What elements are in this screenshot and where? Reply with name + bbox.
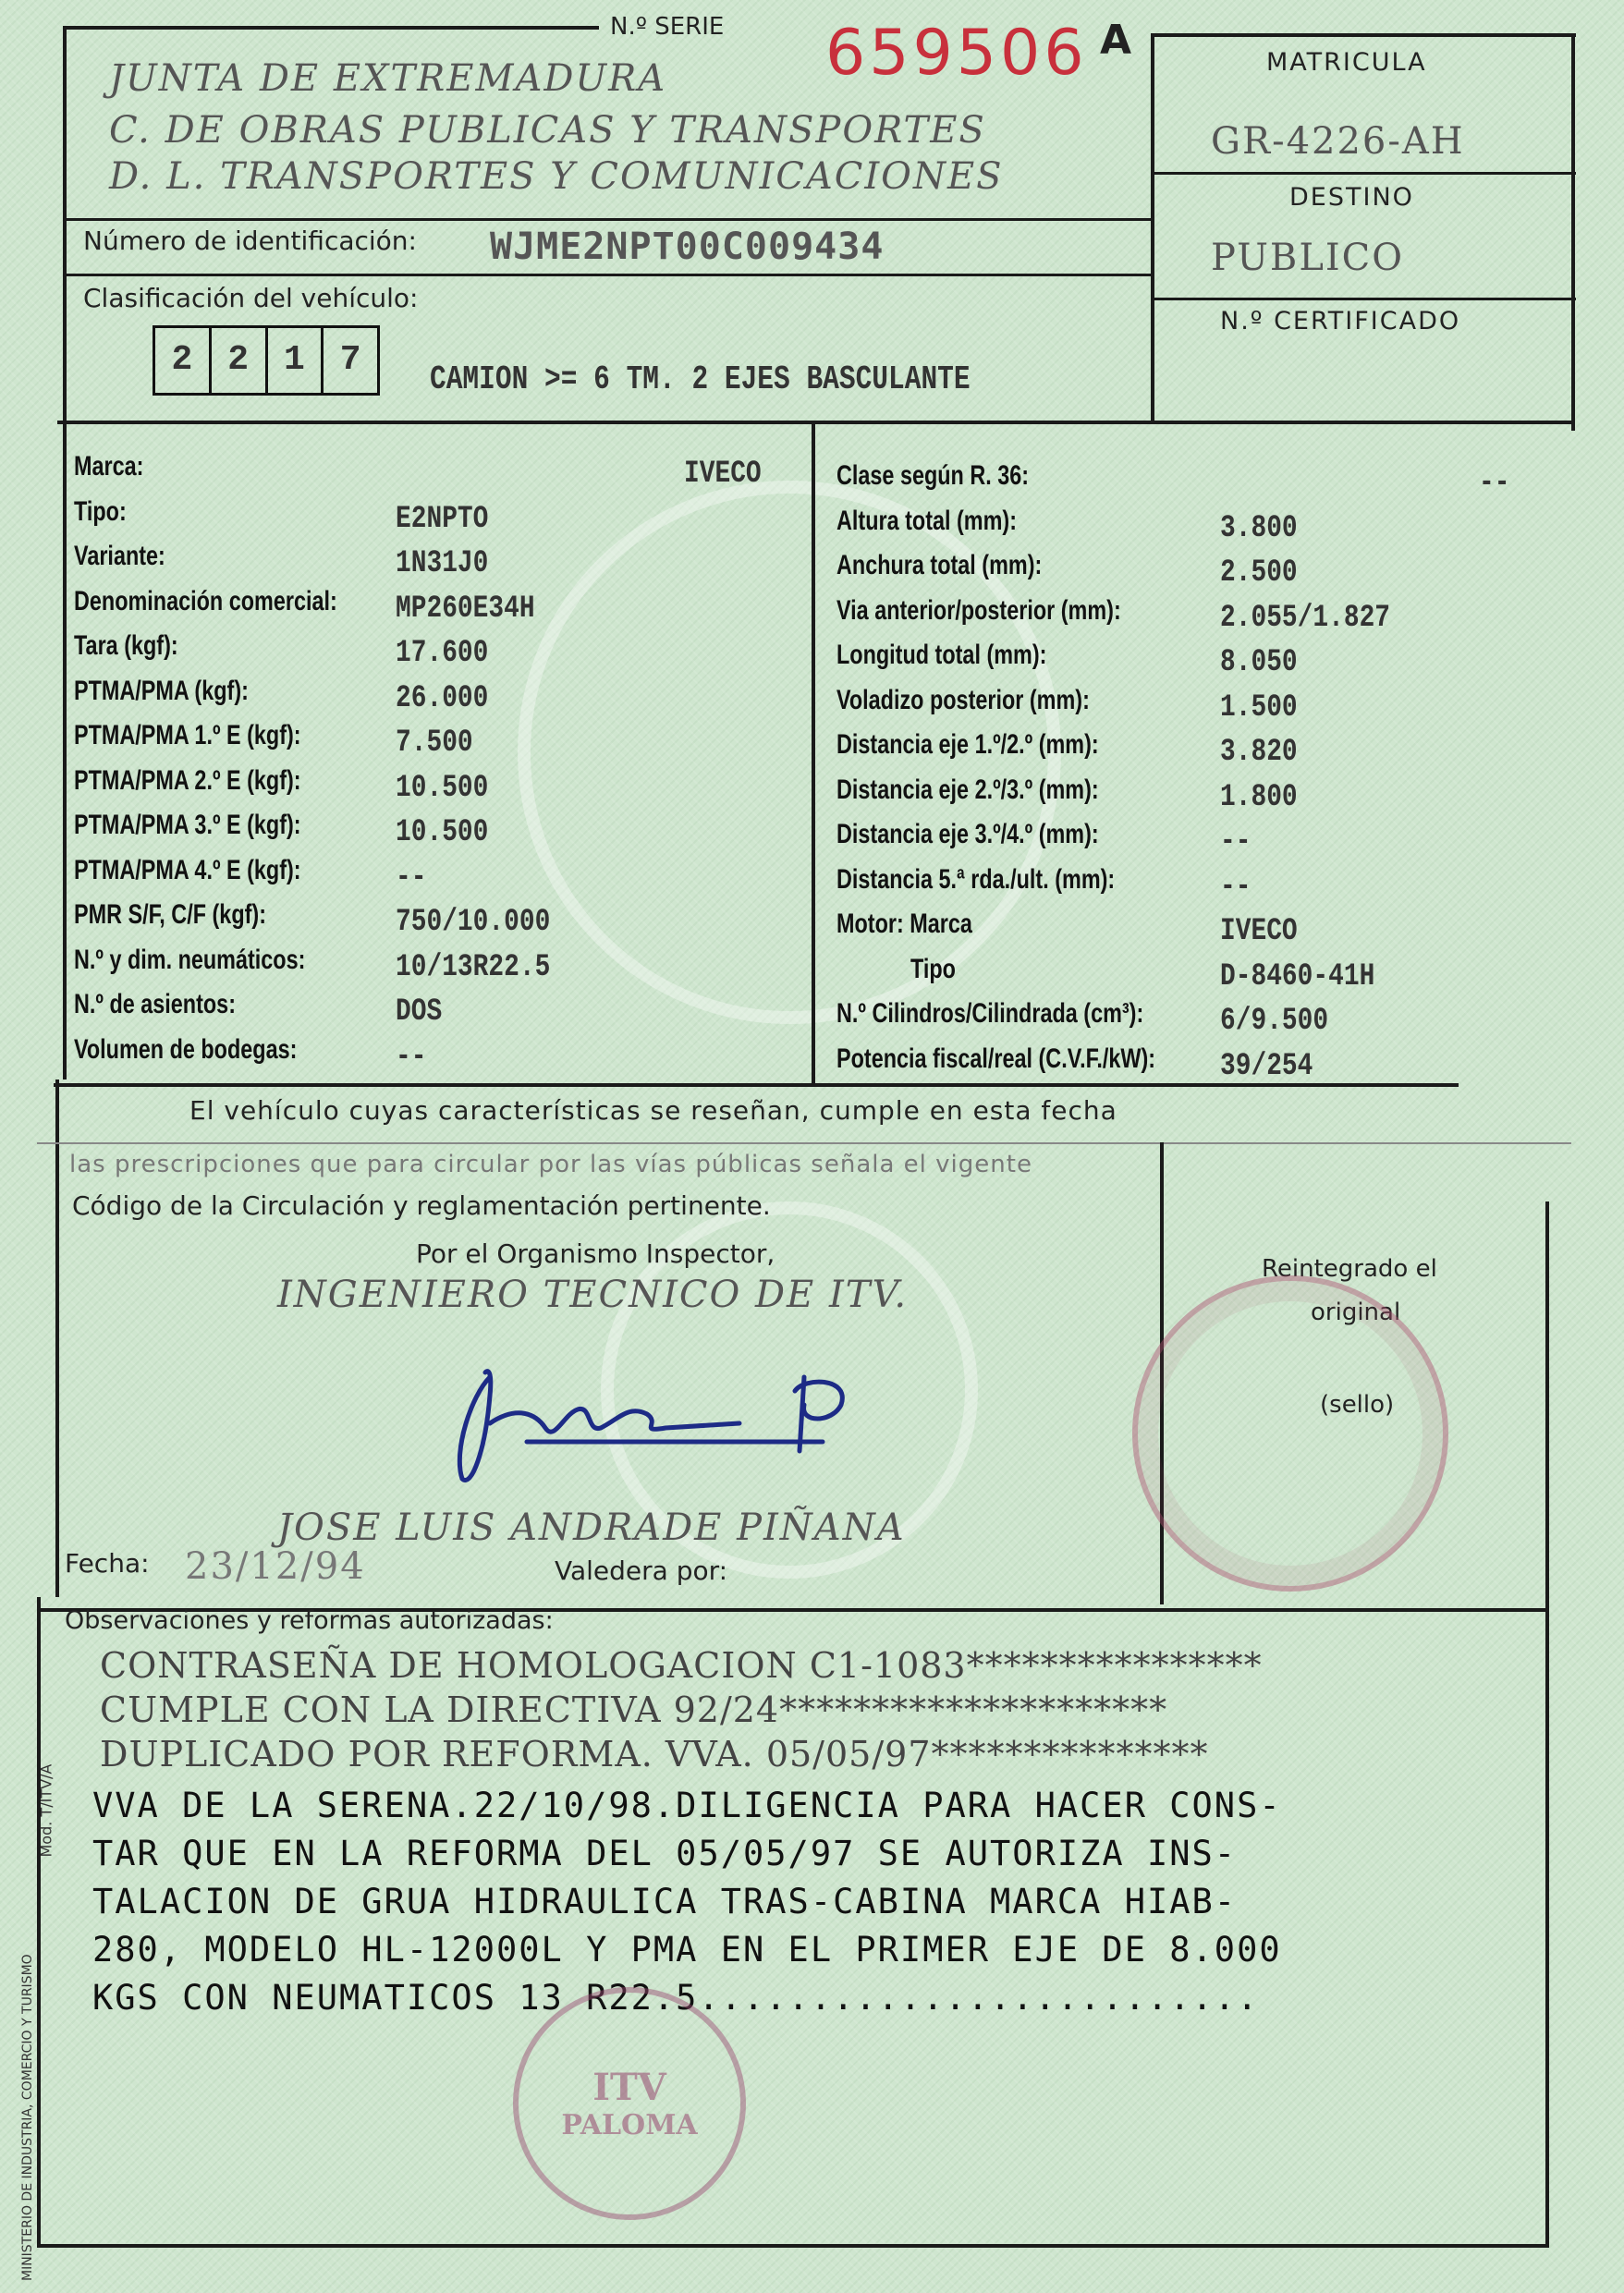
authority-line-1: JUNTA DE EXTREMADURA — [109, 57, 667, 100]
signature — [434, 1340, 915, 1497]
observation-printed-line: TAR QUE EN LA REFORMA DEL 05/05/97 SE AUTORIZA INS- — [92, 1834, 1238, 1873]
spec-value: 39/254 — [1220, 1048, 1313, 1084]
observation-printed-line: TALACION DE GRUA HIDRAULICA TRAS-CABINA MARCA HIAB- — [92, 1882, 1238, 1921]
spec-label: PTMA/PMA 3.º E (kgf): — [74, 810, 301, 840]
ministry-side-text: MINISTERIO DE INDUSTRIA, COMERCIO Y TURISMO — [20, 1954, 35, 2281]
spec-value: 6/9.500 — [1220, 1004, 1329, 1039]
spec-label: Tipo: — [74, 495, 127, 527]
certification-text-1: El vehículo cuyas características se reseñan, cumple en esta fecha — [189, 1095, 1117, 1126]
spec-value: -- — [1220, 824, 1252, 860]
identification-value: WJME2NPT00C009434 — [490, 226, 885, 268]
spec-label: Denominación comercial: — [74, 585, 337, 616]
spec-label: Distancia eje 2.º/3.º (mm): — [836, 774, 1099, 805]
inspector-name: JOSE LUIS ANDRADE PIÑANA — [277, 1506, 906, 1549]
fold-line — [37, 1142, 1571, 1144]
spec-label: Variante: — [74, 541, 165, 571]
observation-typed-line: CUMPLE CON LA DIRECTIVA 92/24********************* — [100, 1689, 1168, 1730]
spec-label: PMR S/F, C/F (kgf): — [74, 899, 266, 930]
classification-digit: 7 — [339, 340, 361, 380]
reintegrado-line-1: Reintegrado el — [1262, 1255, 1437, 1283]
spec-label: Voladizo posterior (mm): — [836, 684, 1090, 715]
reintegrado-line-2: original — [1311, 1299, 1401, 1326]
frame-bottom — [37, 2244, 1549, 2248]
seal-stamp-right — [1132, 1275, 1448, 1592]
right-panel-sep-1 — [1151, 172, 1576, 175]
top-border-left — [63, 26, 599, 30]
observation-printed-line: VVA DE LA SERENA.22/10/98.DILIGENCIA PARA HACER CONS- — [92, 1786, 1282, 1825]
right-panel-right — [1571, 33, 1575, 431]
certification-text-2: las prescripciones que para circular por las vías públicas señala el vigente — [69, 1151, 1032, 1178]
spec-value: -- — [1479, 466, 1510, 501]
spec-value: 7.500 — [396, 726, 473, 761]
spec-label: Anchura total (mm): — [836, 550, 1043, 580]
classification-digit: 2 — [212, 328, 268, 393]
spec-label: Marca: — [74, 451, 144, 482]
spec-value: -- — [396, 1039, 427, 1075]
spec-label: Potencia fiscal/real (C.V.F./kW): — [836, 1043, 1156, 1074]
spec-label: Altura total (mm): — [836, 505, 1017, 536]
specs-divider — [812, 421, 815, 1086]
spec-label: PTMA/PMA (kgf): — [74, 675, 249, 706]
id-row-top — [63, 218, 1154, 221]
spec-value: 2.055/1.827 — [1220, 600, 1391, 636]
observation-printed-line: 280, MODELO HL-12000L Y PMA EN EL PRIMER EJE DE 8.000 — [92, 1930, 1282, 1970]
authority-line-3: D. L. TRANSPORTES Y COMUNICACIONES — [109, 155, 1004, 198]
spec-value: 10.500 — [396, 815, 489, 850]
right-panel-left — [1151, 33, 1154, 421]
spec-value: 3.800 — [1220, 510, 1298, 546]
spec-value: 17.600 — [396, 636, 489, 671]
spec-value: 8.050 — [1220, 645, 1298, 680]
itv-stamp-line-2: PALOMA — [561, 2109, 698, 2141]
classification-description: CAMION >= 6 TM. 2 EJES BASCULANTE — [430, 360, 971, 398]
right-panel-top — [1151, 33, 1576, 37]
spec-value: 1N31J0 — [396, 546, 489, 581]
organism-label: Por el Organismo Inspector, — [416, 1238, 775, 1269]
observation-typed-line: CONTRASEÑA DE HOMOLOGACION C1-1083**************** — [100, 1645, 1263, 1686]
itv-stamp — [513, 1987, 746, 2220]
spec-label: Distancia eje 3.º/4.º (mm): — [836, 819, 1099, 849]
spec-value: 10/13R22.5 — [396, 949, 551, 985]
spec-label: Volumen de bodegas: — [74, 1033, 298, 1065]
frame-left — [63, 26, 67, 1079]
serie-number: 659506 — [825, 17, 1088, 90]
spec-label: PTMA/PMA 1.º E (kgf): — [74, 720, 301, 750]
spec-value: -- — [1220, 869, 1252, 905]
observation-typed-line: DUPLICADO POR REFORMA. VVA. 05/05/97*************** — [100, 1734, 1209, 1775]
itv-stamp-line-1: ITV — [592, 2066, 666, 2109]
right-panel-sep-2 — [1151, 298, 1576, 300]
classification-digit: 1 — [268, 328, 324, 393]
fecha-value: 23/12/94 — [185, 1545, 366, 1588]
spec-value: 26.000 — [396, 680, 489, 716]
right-frame-lower — [1545, 1201, 1549, 2246]
spec-label: Motor: Marca — [836, 909, 972, 939]
spec-value: -- — [396, 860, 427, 896]
classification-digit: 2 — [155, 328, 212, 393]
spec-value: E2NPTO — [396, 501, 489, 537]
spec-label: N.º y dim. neumáticos: — [74, 944, 306, 975]
destino-label: DESTINO — [1289, 183, 1414, 212]
spec-label: PTMA/PMA 2.º E (kgf): — [74, 764, 301, 796]
spec-label: Clase según R. 36: — [836, 460, 1030, 491]
matricula-value: GR-4226-AH — [1211, 120, 1465, 163]
spec-label: Distancia 5.ª rda./ult. (mm): — [836, 863, 1116, 895]
spec-label: Via anterior/posterior (mm): — [836, 594, 1121, 626]
spec-label: Longitud total (mm): — [836, 640, 1047, 670]
specs-top — [57, 421, 1573, 424]
valedera-label: Valedera por: — [555, 1555, 728, 1586]
observations-label: Observaciones y reformas autorizadas: — [65, 1606, 554, 1635]
classification-digit-box — [153, 325, 380, 396]
spec-value: IVECO — [684, 457, 762, 492]
spec-value: 1.500 — [1220, 689, 1298, 726]
spec-label: Tipo — [910, 953, 956, 984]
spec-value: 2.500 — [1220, 555, 1298, 591]
identification-label: Número de identificación: — [83, 226, 417, 256]
spec-value: 1.800 — [1220, 779, 1298, 815]
spec-label: Tara (kgf): — [74, 630, 178, 661]
classification-label: Clasificación del vehículo: — [83, 283, 419, 313]
spec-label: N.º de asientos: — [74, 989, 236, 1019]
inspector-title: INGENIERO TECNICO DE ITV. — [277, 1274, 909, 1316]
serie-letter: A — [1100, 17, 1132, 64]
spec-label: PTMA/PMA 4.º E (kgf): — [74, 854, 301, 885]
matricula-label: MATRICULA — [1266, 48, 1427, 77]
certification-text-3: Código de la Circulación y reglamentación pertinente. — [72, 1190, 771, 1221]
spec-label: Distancia eje 1.º/2.º (mm): — [836, 729, 1099, 760]
spec-value: IVECO — [1220, 914, 1298, 949]
spec-value: DOS — [396, 994, 443, 1030]
destino-value: PUBLICO — [1211, 237, 1405, 279]
spec-label: N.º Cilindros/Cilindrada (cm³): — [836, 998, 1144, 1029]
specs-bottom — [54, 1083, 1459, 1087]
id-row-bottom — [63, 274, 1154, 276]
authority-line-2: C. DE OBRAS PUBLICAS Y TRANSPORTES — [109, 109, 986, 152]
sello-label: (sello) — [1320, 1391, 1395, 1419]
spec-value: MP260E34H — [396, 591, 535, 627]
spec-value: 10.500 — [396, 770, 489, 806]
certificado-label: N.º CERTIFICADO — [1220, 307, 1461, 335]
serie-label: N.º SERIE — [610, 13, 725, 41]
frame-left-lower — [55, 1079, 59, 1597]
model-side-text: Mod. T/ITV/A — [37, 1763, 55, 1858]
spec-value: D-8460-41H — [1220, 958, 1375, 994]
fecha-label: Fecha: — [65, 1548, 150, 1579]
observation-printed-line: KGS CON NEUMATICOS 13 R22.5......................... — [92, 1978, 1260, 2018]
spec-value: 3.820 — [1220, 735, 1298, 770]
spec-value: 750/10.000 — [396, 905, 551, 940]
